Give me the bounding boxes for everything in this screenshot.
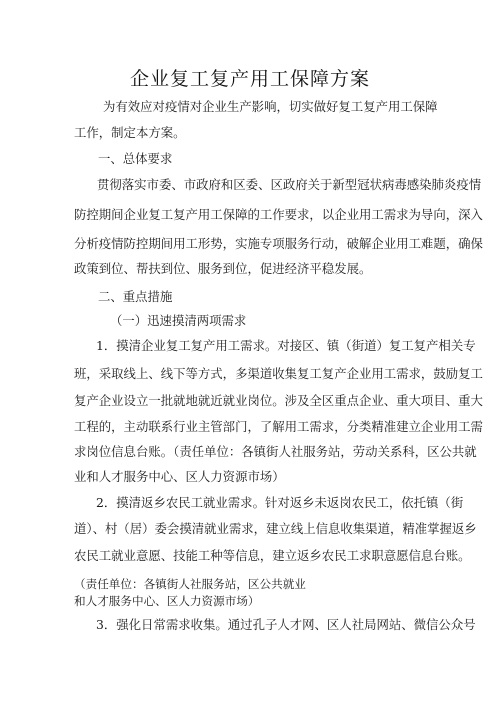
paragraph-line: 工作，制定本方案。: [74, 125, 186, 140]
paragraph-line: 求岗位信息台账。（责任单位：各镇街人社服务站，劳动关系科，区公共就: [74, 444, 477, 459]
section-heading: 一、总体要求: [98, 151, 173, 166]
paragraph-line: 复产企业设立一批就地就近就业岗位。涉及全区重点企业、重大项目、重大: [74, 393, 483, 408]
paragraph-line: （责任单位：各镇街人社服务站，区公共就业: [74, 577, 306, 591]
subsection-heading: （一）迅速摸清两项需求: [110, 313, 247, 328]
paragraph-line: 工程的，主动联系行业主管部门，了解用工需求，分类精准建立企业用工需: [74, 419, 483, 434]
paragraph-line: 防控期间企业复工复产用工保障的工作要求，以企业用工需求为导向，深入: [74, 207, 483, 222]
paragraph-line: 道）、村（居）委会摸清就业需求，建立线上信息收集渠道，精准掌握返乡: [74, 521, 477, 536]
paragraph-line: 和人才服务中心、区人力资源市场）: [74, 594, 260, 608]
paragraph-line: 农民工就业意愿、技能工种等信息，建立返乡农民工求职意愿信息台账。: [74, 548, 471, 563]
paragraph-line: 为有效应对疫情对企业生产影响，切实做好复工复产用工保障: [103, 99, 438, 114]
paragraph-line: 政策到位、帮扶到位、服务到位，促进经济平稳发展。: [74, 261, 372, 276]
paragraph-line: 贯彻落实市委、市政府和区委、区政府关于新型冠状病毒感染肺炎疫情: [97, 177, 482, 192]
paragraph-line: 2．摸清返乡农民工就业需求。针对返乡未返岗农民工，依托镇（街: [96, 495, 464, 510]
document-title: 企业复工复产用工保障方案: [129, 68, 370, 90]
paragraph-line: 1．摸清企业复工复产用工需求。对接区、镇（街道）复工复产相关专: [96, 338, 476, 353]
paragraph-line: 3．强化日常需求收集。通过孔子人才网、区人社局网站、微信公众号: [96, 617, 476, 632]
paragraph-line: 分析疫情防控期间用工形势，实施专项服务行动，破解企业用工难题，确保: [74, 236, 483, 251]
paragraph-line: 班，采取线上、线下等方式，多渠道收集复工复产企业用工需求，鼓励复工: [74, 366, 483, 381]
section-heading: 二、重点措施: [98, 289, 173, 304]
paragraph-line: 业和人才服务中心、区人力资源市场）: [74, 469, 285, 484]
